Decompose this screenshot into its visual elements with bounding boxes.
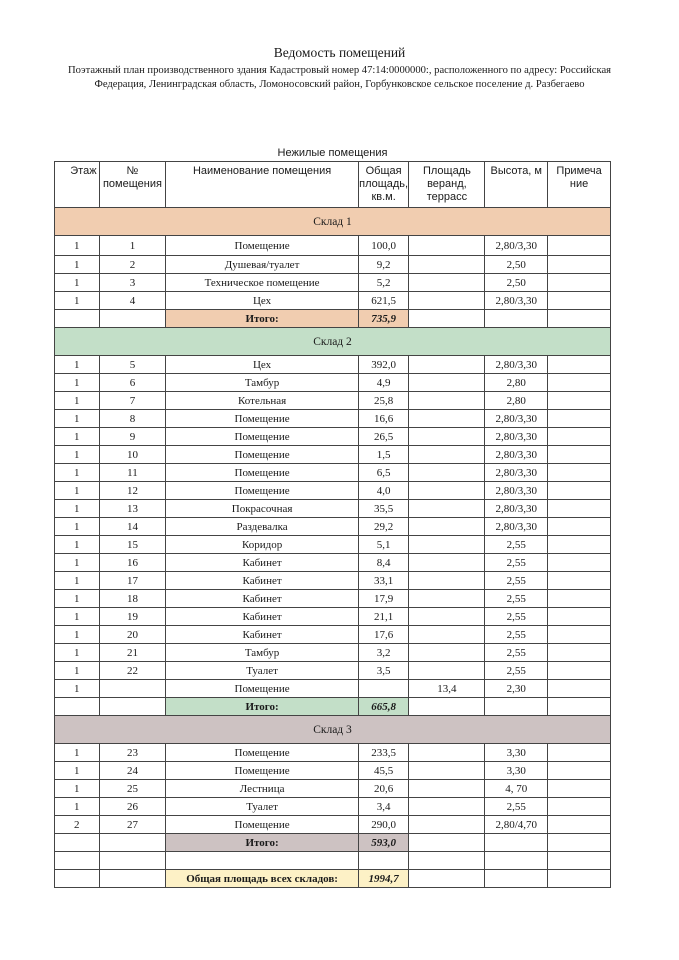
cell-area: 17,6 (358, 626, 409, 644)
cell-number: 12 (99, 482, 166, 500)
cell-floor: 1 (55, 798, 100, 816)
cell-area: 20,6 (358, 780, 409, 798)
cell-floor: 1 (55, 626, 100, 644)
cell-number: 6 (99, 374, 166, 392)
cell-height: 2,50 (485, 274, 548, 292)
section-header-row (55, 328, 611, 356)
col-header-note: Примеча ние (548, 162, 611, 208)
total-value: 735,9 (358, 310, 409, 328)
table-row (55, 572, 611, 590)
table-row (55, 500, 611, 518)
cell-floor: 1 (55, 762, 100, 780)
cell-empty (485, 834, 548, 852)
cell-veranda (409, 356, 485, 374)
cell-height: 2,55 (485, 644, 548, 662)
cell-veranda (409, 626, 485, 644)
cell-name: Кабинет (166, 626, 358, 644)
cell-area: 3,2 (358, 644, 409, 662)
cell-floor: 1 (55, 572, 100, 590)
cell-number: 2 (99, 256, 166, 274)
cell-name: Помещение (166, 762, 358, 780)
table-row (55, 554, 611, 572)
table-row (55, 680, 611, 698)
cell-number: 15 (99, 536, 166, 554)
section-total-row (55, 310, 611, 328)
cell-number: 16 (99, 554, 166, 572)
cell-name: Кабинет (166, 608, 358, 626)
cell-area: 4,0 (358, 482, 409, 500)
section-title: Склад 2 (55, 328, 611, 356)
cell-note (548, 292, 611, 310)
cell-floor: 1 (55, 780, 100, 798)
cell-area: 16,6 (358, 410, 409, 428)
cell-note (548, 680, 611, 698)
cell-floor: 1 (55, 500, 100, 518)
cell-note (548, 590, 611, 608)
cell-area: 233,5 (358, 744, 409, 762)
cell-note (548, 626, 611, 644)
cell-name: Душевая/туалет (166, 256, 358, 274)
cell-number: 4 (99, 292, 166, 310)
cell-floor: 1 (55, 608, 100, 626)
table-row (55, 482, 611, 500)
cell-name: Тамбур (166, 374, 358, 392)
table-row (55, 816, 611, 834)
cell-veranda (409, 256, 485, 274)
cell-note (548, 446, 611, 464)
table-row (55, 274, 611, 292)
cell-veranda (409, 482, 485, 500)
cell-number: 7 (99, 392, 166, 410)
cell-area: 26,5 (358, 428, 409, 446)
cell-note (548, 410, 611, 428)
cell-note (548, 572, 611, 590)
table-row (55, 608, 611, 626)
cell-number: 21 (99, 644, 166, 662)
cell-height: 3,30 (485, 744, 548, 762)
cell-name: Помещение (166, 482, 358, 500)
table-row (55, 356, 611, 374)
cell-floor: 1 (55, 274, 100, 292)
cell-empty (358, 852, 409, 870)
cell-note (548, 356, 611, 374)
cell-number: 25 (99, 780, 166, 798)
cell-height: 2,30 (485, 680, 548, 698)
cell-number: 10 (99, 446, 166, 464)
cell-name: Помещение (166, 680, 358, 698)
cell-height: 2,55 (485, 798, 548, 816)
cell-height: 2,55 (485, 590, 548, 608)
cell-empty (99, 852, 166, 870)
cell-name: Техническое помещение (166, 274, 358, 292)
header-row (55, 162, 611, 208)
cell-floor: 1 (55, 236, 100, 256)
cell-note (548, 274, 611, 292)
cell-height: 2,55 (485, 554, 548, 572)
cell-number: 13 (99, 500, 166, 518)
cell-height: 4, 70 (485, 780, 548, 798)
cell-name: Помещение (166, 236, 358, 256)
cell-name: Туалет (166, 662, 358, 680)
cell-empty (55, 698, 100, 716)
section-total-row (55, 834, 611, 852)
cell-veranda (409, 572, 485, 590)
cell-empty (55, 870, 100, 888)
cell-veranda (409, 410, 485, 428)
cell-floor: 1 (55, 464, 100, 482)
table-caption: Нежилые помещения (277, 147, 388, 159)
table-row (55, 798, 611, 816)
cell-area (358, 680, 409, 698)
cell-empty (55, 852, 100, 870)
cell-floor: 1 (55, 554, 100, 572)
cell-area: 9,2 (358, 256, 409, 274)
cell-empty (409, 698, 485, 716)
cell-height: 2,80/3,30 (485, 428, 548, 446)
cell-floor: 1 (55, 446, 100, 464)
cell-empty (55, 310, 100, 328)
table-row (55, 762, 611, 780)
cell-empty (409, 834, 485, 852)
cell-note (548, 780, 611, 798)
cell-number: 20 (99, 626, 166, 644)
cell-veranda (409, 554, 485, 572)
cell-height: 2,55 (485, 572, 548, 590)
cell-floor: 1 (55, 256, 100, 274)
table-row (55, 644, 611, 662)
table-row (55, 446, 611, 464)
cell-note (548, 816, 611, 834)
cell-number: 17 (99, 572, 166, 590)
cell-area: 5,2 (358, 274, 409, 292)
cell-veranda (409, 392, 485, 410)
section-title: Склад 1 (55, 208, 611, 236)
table-row (55, 626, 611, 644)
cell-floor: 2 (55, 816, 100, 834)
table-row (55, 464, 611, 482)
cell-empty (99, 870, 166, 888)
cell-name: Помещение (166, 464, 358, 482)
table-row (55, 536, 611, 554)
cell-note (548, 536, 611, 554)
cell-empty (485, 698, 548, 716)
cell-floor: 1 (55, 744, 100, 762)
cell-height: 2,55 (485, 608, 548, 626)
cell-name: Коридор (166, 536, 358, 554)
cell-veranda (409, 644, 485, 662)
cell-area: 33,1 (358, 572, 409, 590)
cell-number: 19 (99, 608, 166, 626)
cell-veranda (409, 744, 485, 762)
table-row (55, 292, 611, 310)
cell-note (548, 644, 611, 662)
cell-number (99, 680, 166, 698)
cell-note (548, 236, 611, 256)
cell-height: 2,80 (485, 392, 548, 410)
cell-number: 26 (99, 798, 166, 816)
table-row (55, 780, 611, 798)
cell-empty (99, 310, 166, 328)
cell-name: Цех (166, 356, 358, 374)
cell-veranda (409, 292, 485, 310)
section-header-row (55, 208, 611, 236)
cell-empty (548, 870, 611, 888)
cell-note (548, 518, 611, 536)
cell-veranda (409, 608, 485, 626)
document-subtitle-line-1: Поэтажный план производственного здания Кадастровый номер 47:14:0000000:, расположенного по адресу: Российская (67, 65, 612, 76)
cell-height: 2,55 (485, 662, 548, 680)
cell-name: Помещение (166, 428, 358, 446)
cell-floor: 1 (55, 428, 100, 446)
cell-height: 2,80/4,70 (485, 816, 548, 834)
col-header-floor: Этаж (55, 162, 100, 208)
cell-note (548, 798, 611, 816)
cell-floor: 1 (55, 392, 100, 410)
cell-name: Цех (166, 292, 358, 310)
cell-note (548, 744, 611, 762)
total-value: 665,8 (358, 698, 409, 716)
cell-empty (409, 852, 485, 870)
cell-number: 23 (99, 744, 166, 762)
section-title: Склад 3 (55, 716, 611, 744)
cell-empty (99, 698, 166, 716)
cell-area: 17,9 (358, 590, 409, 608)
table-row (55, 662, 611, 680)
cell-number: 24 (99, 762, 166, 780)
cell-veranda (409, 464, 485, 482)
cell-note (548, 482, 611, 500)
cell-height: 2,80/3,30 (485, 292, 548, 310)
cell-number: 3 (99, 274, 166, 292)
cell-area: 25,8 (358, 392, 409, 410)
cell-name: Помещение (166, 816, 358, 834)
table-row (55, 518, 611, 536)
total-label: Итого: (166, 834, 358, 852)
total-value: 593,0 (358, 834, 409, 852)
cell-empty (409, 310, 485, 328)
cell-area: 5,1 (358, 536, 409, 554)
blank-row (55, 852, 611, 870)
cell-empty (99, 834, 166, 852)
table-row (55, 236, 611, 256)
cell-name: Покрасочная (166, 500, 358, 518)
cell-veranda (409, 236, 485, 256)
cell-note (548, 500, 611, 518)
table-row (55, 590, 611, 608)
table-row (55, 256, 611, 274)
col-header-name: Наименование помещения (166, 162, 358, 208)
cell-veranda (409, 500, 485, 518)
cell-note (548, 392, 611, 410)
cell-number: 11 (99, 464, 166, 482)
cell-height: 2,55 (485, 536, 548, 554)
cell-veranda (409, 590, 485, 608)
cell-note (548, 428, 611, 446)
cell-name: Помещение (166, 446, 358, 464)
cell-number: 5 (99, 356, 166, 374)
cell-area: 3,5 (358, 662, 409, 680)
cell-empty (485, 852, 548, 870)
cell-name: Кабинет (166, 590, 358, 608)
cell-area: 8,4 (358, 554, 409, 572)
cell-area: 3,4 (358, 798, 409, 816)
cell-area: 621,5 (358, 292, 409, 310)
cell-note (548, 554, 611, 572)
cell-area: 21,1 (358, 608, 409, 626)
col-header-area: Общая площадь, кв.м. (358, 162, 409, 208)
cell-number: 18 (99, 590, 166, 608)
cell-floor: 1 (55, 482, 100, 500)
cell-note (548, 662, 611, 680)
cell-area: 35,5 (358, 500, 409, 518)
cell-veranda (409, 274, 485, 292)
cell-height: 2,80/3,30 (485, 446, 548, 464)
cell-number: 8 (99, 410, 166, 428)
cell-floor: 1 (55, 292, 100, 310)
grand-total-label: Общая площадь всех складов: (166, 870, 358, 888)
cell-floor: 1 (55, 356, 100, 374)
col-header-veranda: Площадь веранд, террасс (409, 162, 485, 208)
cell-height: 2,80/3,30 (485, 356, 548, 374)
cell-note (548, 464, 611, 482)
cell-veranda: 13,4 (409, 680, 485, 698)
cell-name: Туалет (166, 798, 358, 816)
cell-height: 2,80/3,30 (485, 236, 548, 256)
cell-veranda (409, 762, 485, 780)
table-row (55, 374, 611, 392)
cell-floor: 1 (55, 518, 100, 536)
table-row (55, 744, 611, 762)
section-total-row (55, 698, 611, 716)
cell-floor: 1 (55, 644, 100, 662)
document-subtitle-line-2: Федерация, Ленинградская область, Ломоносовский район, Горбунковское сельское поселение д. Разбегаево (94, 79, 585, 90)
cell-area: 100,0 (358, 236, 409, 256)
cell-height: 2,55 (485, 626, 548, 644)
cell-height: 2,80/3,30 (485, 482, 548, 500)
cell-floor: 1 (55, 374, 100, 392)
cell-name: Тамбур (166, 644, 358, 662)
section-header-row (55, 716, 611, 744)
col-header-height: Высота, м (485, 162, 548, 208)
cell-name: Помещение (166, 744, 358, 762)
cell-height: 3,30 (485, 762, 548, 780)
cell-note (548, 608, 611, 626)
cell-empty (166, 852, 358, 870)
cell-empty (409, 870, 485, 888)
table-row (55, 392, 611, 410)
cell-veranda (409, 446, 485, 464)
rooms-table (54, 161, 611, 888)
cell-area: 4,9 (358, 374, 409, 392)
cell-empty (548, 834, 611, 852)
cell-floor: 1 (55, 536, 100, 554)
cell-floor: 1 (55, 662, 100, 680)
cell-veranda (409, 428, 485, 446)
cell-veranda (409, 798, 485, 816)
cell-empty (548, 852, 611, 870)
cell-veranda (409, 816, 485, 834)
cell-height: 2,50 (485, 256, 548, 274)
cell-note (548, 762, 611, 780)
cell-empty (548, 698, 611, 716)
cell-number: 9 (99, 428, 166, 446)
cell-number: 22 (99, 662, 166, 680)
table-row (55, 428, 611, 446)
cell-veranda (409, 518, 485, 536)
cell-area: 392,0 (358, 356, 409, 374)
cell-name: Помещение (166, 410, 358, 428)
cell-floor: 1 (55, 410, 100, 428)
table-row (55, 410, 611, 428)
cell-name: Котельная (166, 392, 358, 410)
cell-area: 290,0 (358, 816, 409, 834)
cell-height: 2,80/3,30 (485, 464, 548, 482)
grand-total-row (55, 870, 611, 888)
cell-name: Кабинет (166, 572, 358, 590)
cell-name: Раздевалка (166, 518, 358, 536)
cell-note (548, 256, 611, 274)
document-header (0, 44, 679, 92)
col-header-number: № помещения (99, 162, 166, 208)
cell-floor: 1 (55, 590, 100, 608)
cell-name: Лестница (166, 780, 358, 798)
cell-number: 27 (99, 816, 166, 834)
cell-empty (485, 870, 548, 888)
total-label: Итого: (166, 698, 358, 716)
cell-height: 2,80/3,30 (485, 518, 548, 536)
cell-veranda (409, 374, 485, 392)
cell-number: 1 (99, 236, 166, 256)
grand-total-value: 1994,7 (358, 870, 409, 888)
cell-veranda (409, 780, 485, 798)
cell-empty (55, 834, 100, 852)
cell-name: Кабинет (166, 554, 358, 572)
cell-height: 2,80/3,30 (485, 500, 548, 518)
total-label: Итого: (166, 310, 358, 328)
cell-veranda (409, 662, 485, 680)
cell-empty (485, 310, 548, 328)
cell-empty (548, 310, 611, 328)
cell-height: 2,80/3,30 (485, 410, 548, 428)
document-title: Ведомость помещений (273, 45, 406, 60)
cell-floor: 1 (55, 680, 100, 698)
cell-area: 29,2 (358, 518, 409, 536)
cell-number: 14 (99, 518, 166, 536)
cell-area: 1,5 (358, 446, 409, 464)
cell-area: 6,5 (358, 464, 409, 482)
cell-note (548, 374, 611, 392)
cell-veranda (409, 536, 485, 554)
cell-area: 45,5 (358, 762, 409, 780)
cell-height: 2,80 (485, 374, 548, 392)
